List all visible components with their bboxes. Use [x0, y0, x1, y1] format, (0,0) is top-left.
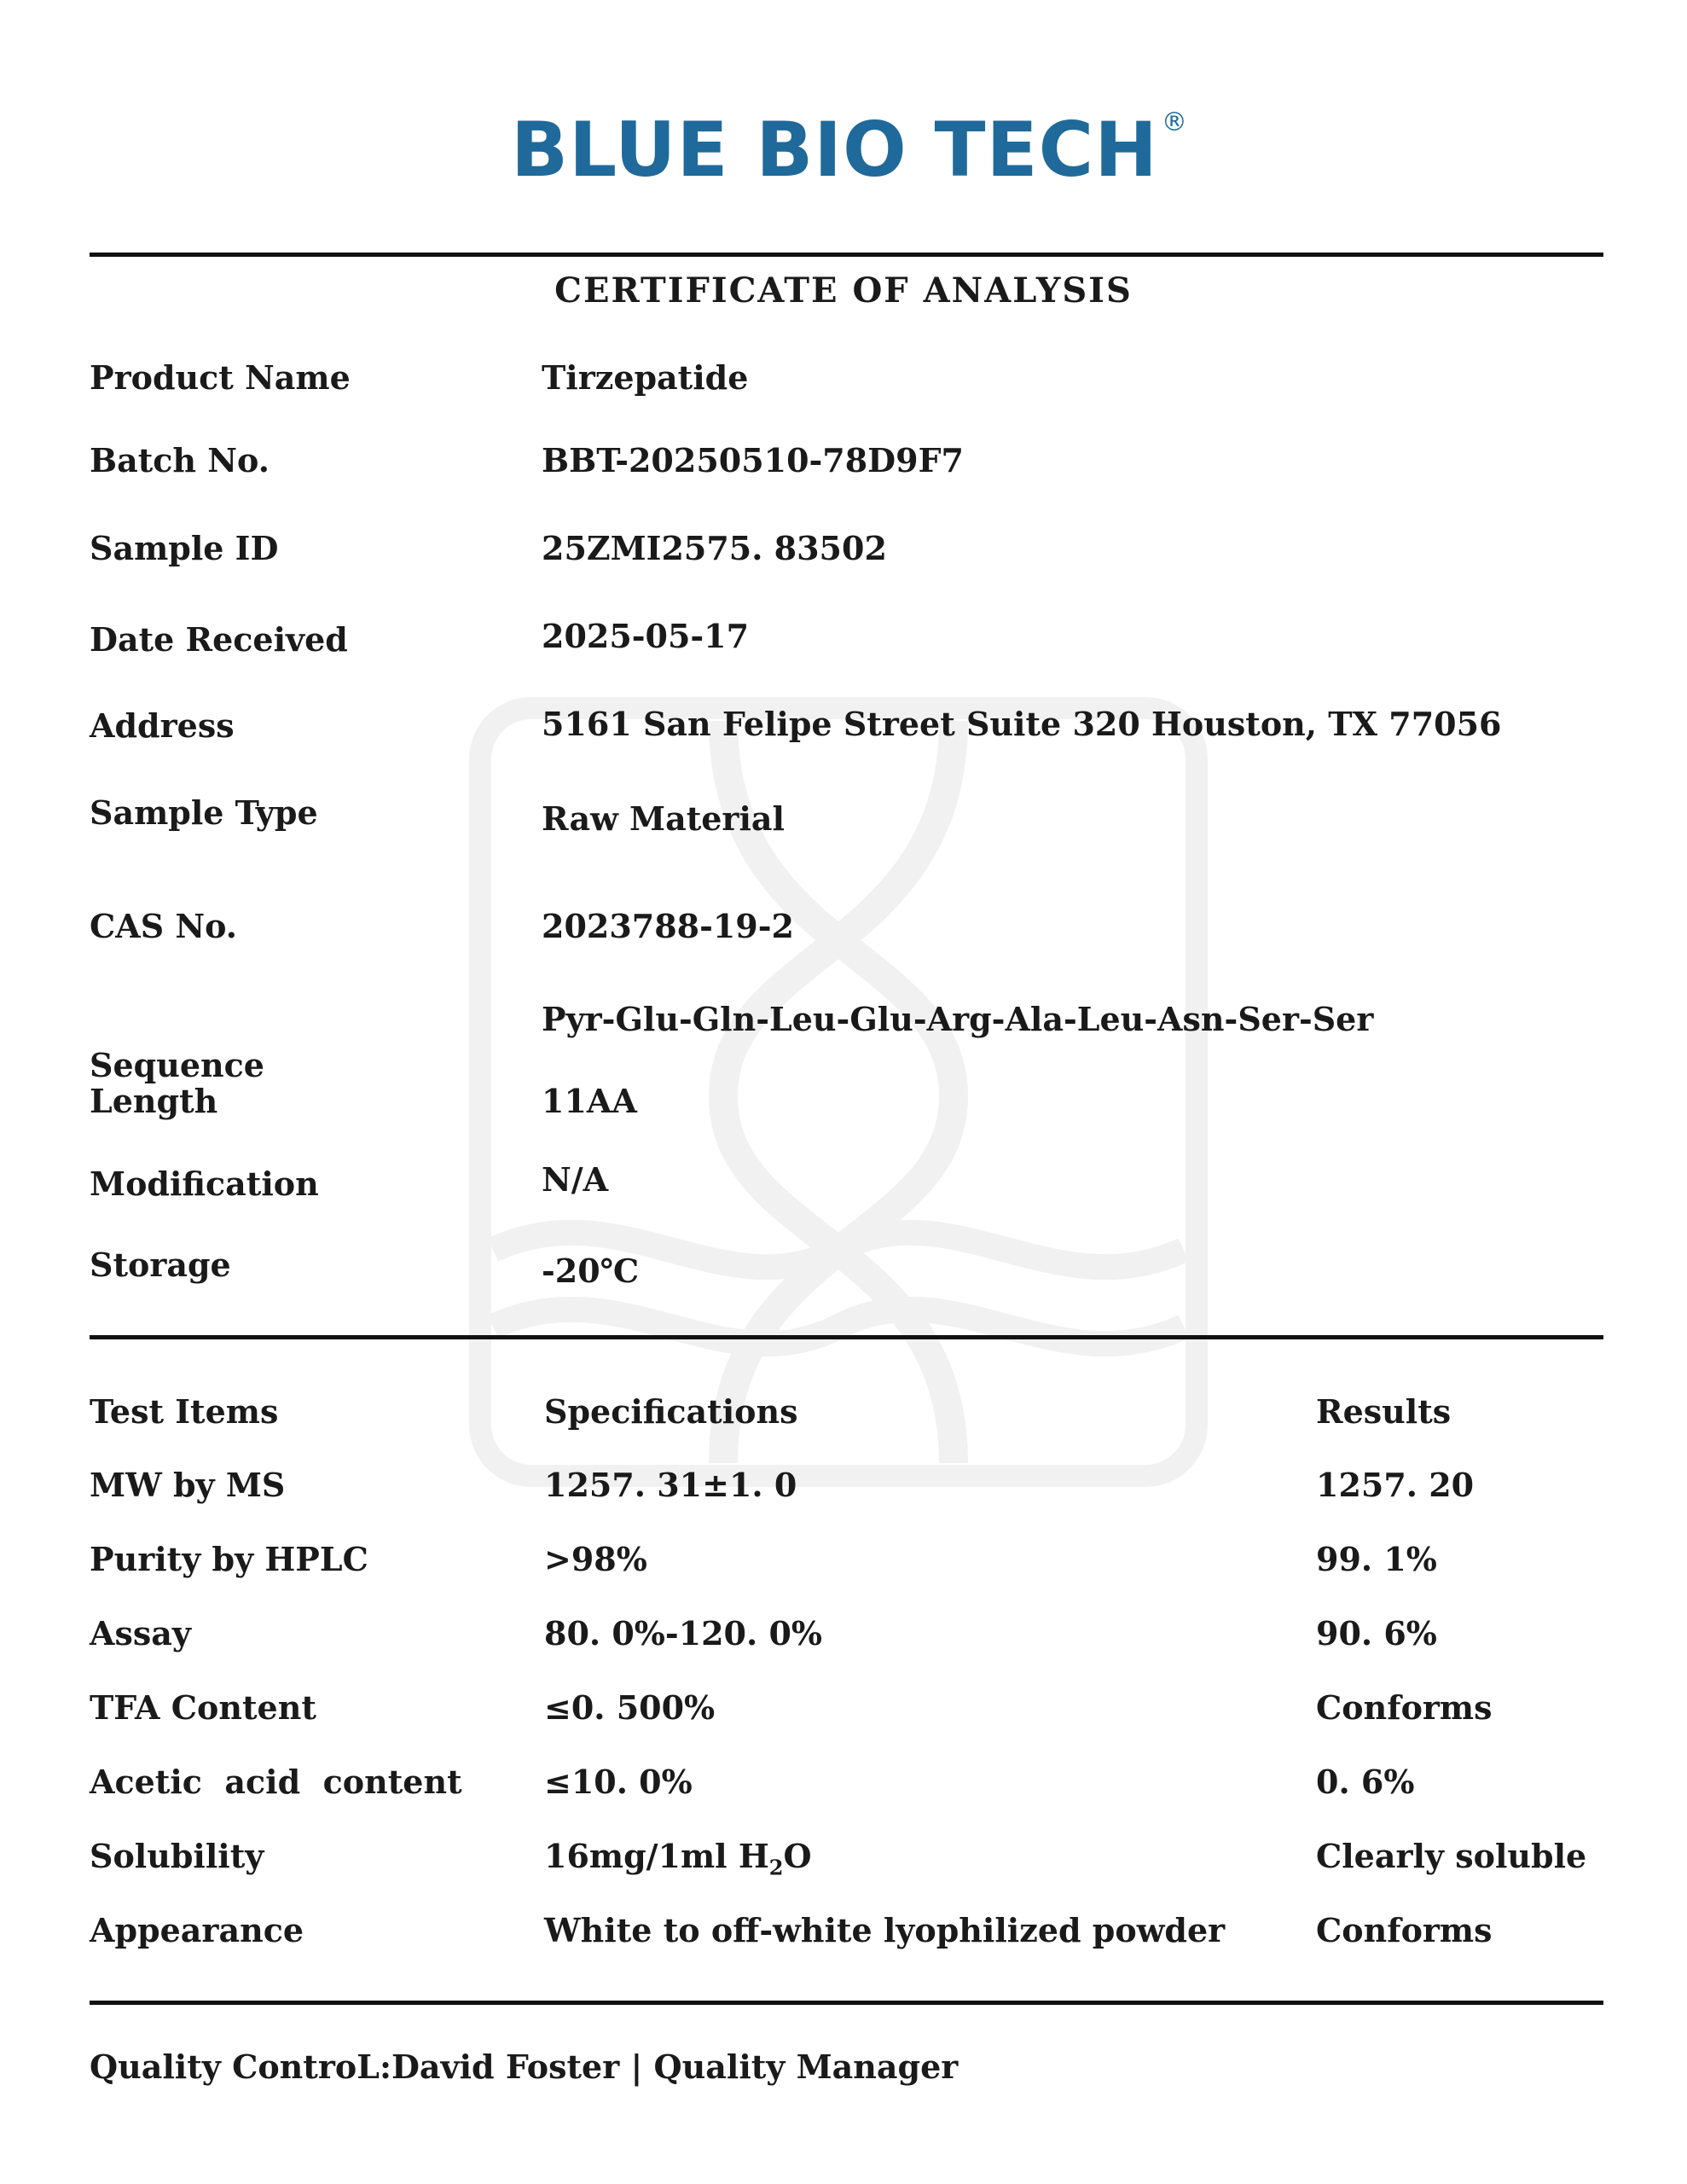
test-item-cell: TFA Content	[90, 1688, 316, 1727]
specification-cell: 1257. 31±1. 0	[544, 1466, 797, 1504]
result-cell: Clearly soluble	[1316, 1837, 1587, 1875]
sample-id-value: 25ZMI2575. 83502	[542, 529, 887, 567]
test-item-cell: Assay	[90, 1614, 191, 1653]
storage-value: -20℃	[542, 1252, 640, 1290]
batch-no-label: Batch No.	[90, 441, 270, 479]
specification-cell: 80. 0%-120. 0%	[544, 1614, 822, 1653]
result-cell: 1257. 20	[1316, 1466, 1475, 1504]
length-value: 11AA	[542, 1082, 637, 1120]
sample-type-label: Sample Type	[90, 793, 318, 832]
length-label: Length	[90, 1082, 218, 1120]
specification-cell: White to off-white lyophilized powder	[544, 1911, 1226, 1949]
header-specifications: Specifications	[544, 1392, 798, 1431]
top-divider	[90, 253, 1603, 257]
header-results: Results	[1316, 1392, 1452, 1431]
bottom-divider	[90, 2001, 1603, 2005]
specification-cell: >98%	[544, 1540, 647, 1578]
batch-no-value: BBT-20250510-78D9F7	[542, 441, 964, 479]
document-title: CERTIFICATE OF ANALYSIS	[554, 270, 1133, 311]
result-cell: Conforms	[1316, 1911, 1493, 1949]
sample-type-value: Raw Material	[542, 799, 785, 838]
brand-name: BLUE BIO TECH	[511, 105, 1158, 194]
result-cell: Conforms	[1316, 1688, 1493, 1727]
test-item-cell: MW by MS	[90, 1466, 286, 1504]
date-received-value: 2025-05-17	[542, 617, 750, 655]
header-test-items: Test Items	[90, 1392, 279, 1431]
result-cell: 0. 6%	[1316, 1763, 1415, 1801]
test-item-cell: Purity by HPLC	[90, 1540, 368, 1578]
middle-divider	[90, 1335, 1603, 1339]
registered-mark: ®	[1161, 107, 1187, 137]
result-cell: 90. 6%	[1316, 1614, 1437, 1653]
cas-no-label: CAS No.	[90, 907, 238, 945]
solubility-spec-subscript: 2	[768, 1855, 784, 1880]
address-label: Address	[90, 706, 235, 745]
brand-logo	[490, 85, 1187, 213]
specification-cell	[544, 1837, 812, 1880]
product-name-value: Tirzepatide	[542, 358, 749, 397]
test-item-cell: Solubility	[90, 1837, 264, 1875]
test-item-cell: Appearance	[90, 1911, 304, 1949]
test-item-cell: Acetic acid content	[90, 1763, 462, 1801]
address-value: 5161 San Felipe Street Suite 320 Houston, TX 77056	[542, 705, 1502, 743]
quality-control-signoff: Quality ControL:David Foster | Quality Manager	[90, 2048, 959, 2086]
specification-cell: ≤10. 0%	[544, 1763, 693, 1801]
storage-label: Storage	[90, 1246, 231, 1284]
date-received-label: Date Received	[90, 620, 348, 659]
solubility-spec-tail: O	[783, 1837, 812, 1875]
product-name-label: Product Name	[90, 358, 351, 397]
cas-no-value: 2023788-19-2	[542, 907, 794, 945]
sequence-label: Sequence	[90, 1046, 264, 1084]
result-cell: 99. 1%	[1316, 1540, 1437, 1578]
sample-id-label: Sample ID	[90, 529, 279, 567]
modification-label: Modification	[90, 1165, 319, 1203]
solubility-spec-main: 16mg/1ml H	[544, 1837, 769, 1875]
modification-value: N/A	[542, 1160, 609, 1199]
sequence-value: Pyr-Glu-Gln-Leu-Glu-Arg-Ala-Leu-Asn-Ser-Ser	[542, 1000, 1374, 1038]
specification-cell: ≤0. 500%	[544, 1688, 716, 1727]
